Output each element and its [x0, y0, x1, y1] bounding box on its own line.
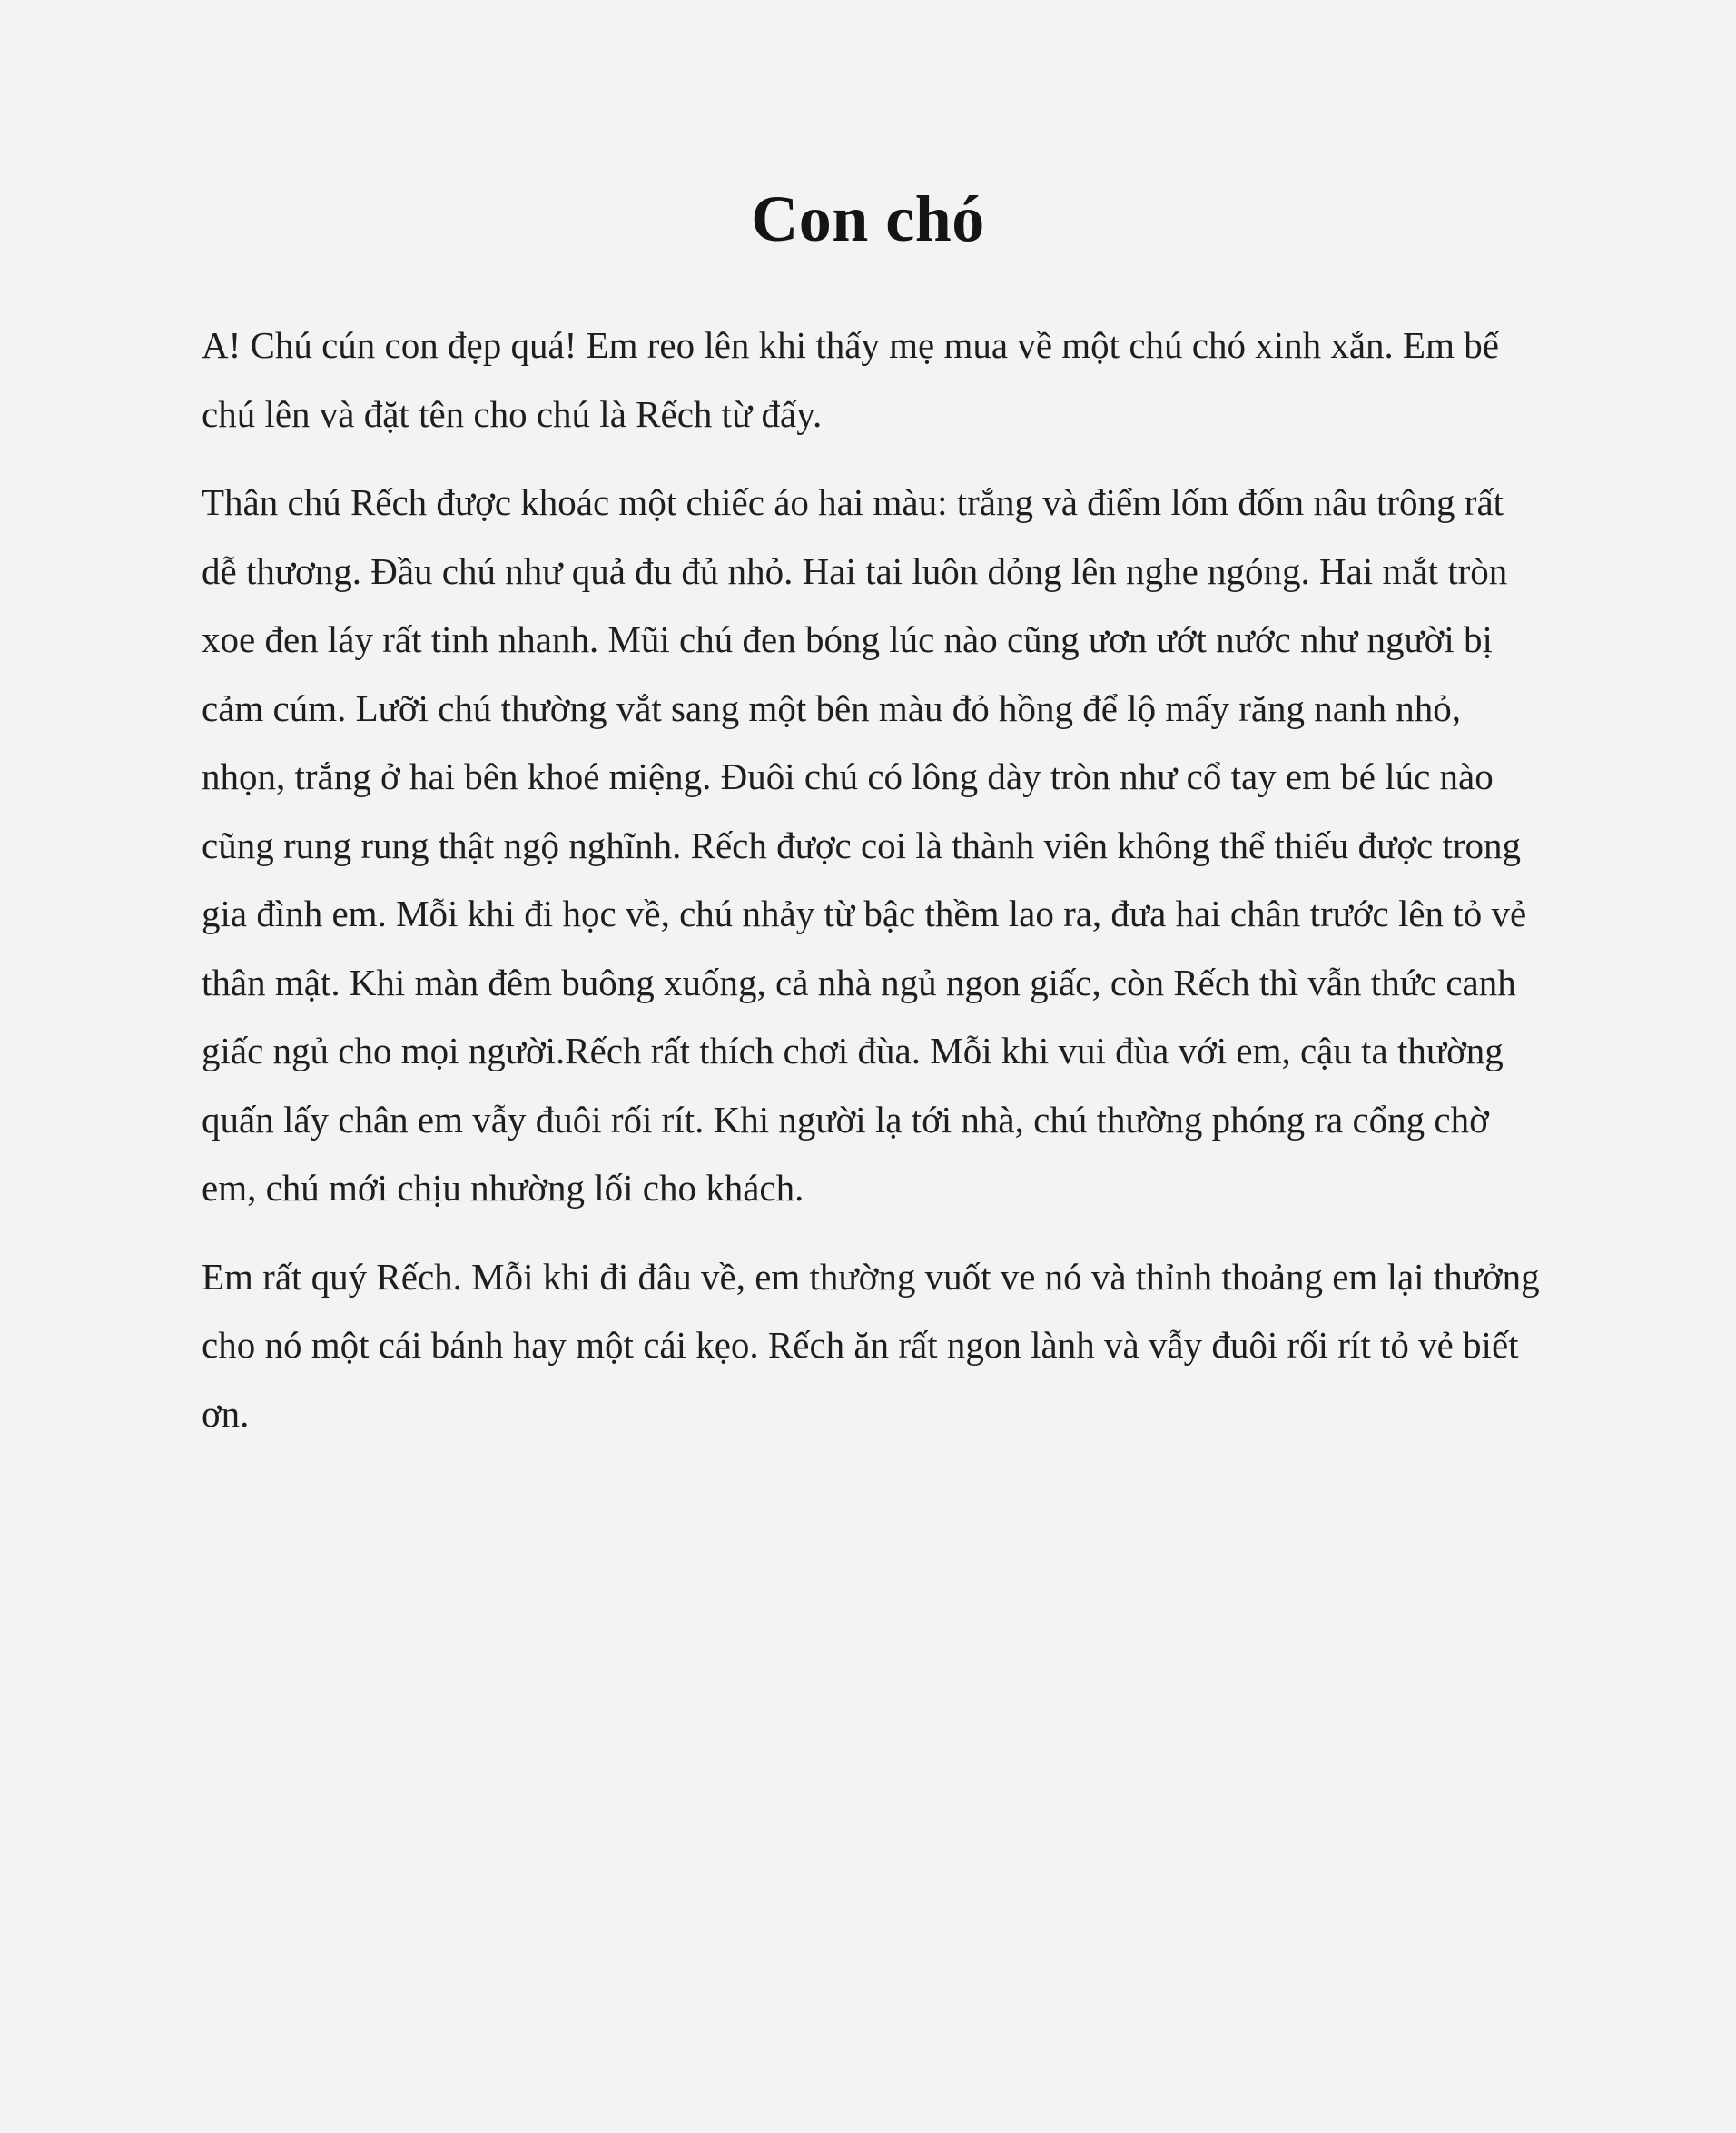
- document-content: [202, 182, 1545, 1448]
- page-title: Con chó: [751, 183, 985, 255]
- paragraph-conclusion: Em rất quý Rếch. Mỗi khi đi đâu về, em thường vuốt ve nó và thỉnh thoảng em lại thưởng cho nó một cái bánh hay một cái kẹo. Rếch ăn rất ngon lành và vẫy đuôi rối rít tỏ vẻ biết ơn.: [202, 1255, 1540, 1435]
- paragraph-description: Thân chú Rếch được khoác một chiếc áo hai màu: trắng và điểm lốm đốm nâu trông rất dễ thương. Đầu chú như quả đu đủ nhỏ. Hai tai luôn dỏng lên nghe ngóng. Hai mắt tròn xoe đen láy rất tinh nhanh. Mũi chú đen bóng lúc nào cũng ươn ướt nước như người bị cảm cúm. Lưỡi chú thường vắt sang một bên màu đỏ hồng để lộ mấy răng nanh nhỏ, nhọn, trắng ở hai bên khoé miệng. Đuôi chú có lông dày tròn như cổ tay em bé lúc nào cũng rung rung thật ngộ nghĩnh. Rếch được coi là thành viên không thể thiếu được trong gia đình em. Mỗi khi đi học về, chú nhảy từ bậc thềm lao ra, đưa hai chân trước lên tỏ vẻ thân mật. Khi màn đêm buông xuống, cả nhà ngủ ngon giấc, còn Rếch thì vẫn thức canh giấc ngủ cho mọi người.Rếch rất thích chơi đùa. Mỗi khi vui đùa với em, cậu ta thường quấn lấy chân em vẫy đuôi rối rít. Khi người lạ tới nhà, chú thường phóng ra cổng chờ em, chú mới chịu nhường lối cho khách.: [202, 481, 1527, 1209]
- paragraph-intro: A! Chú cún con đẹp quá! Em reo lên khi thấy mẹ mua về một chú chó xinh xắn. Em bế chú lên và đặt tên cho chú là Rếch từ đấy.: [202, 324, 1499, 435]
